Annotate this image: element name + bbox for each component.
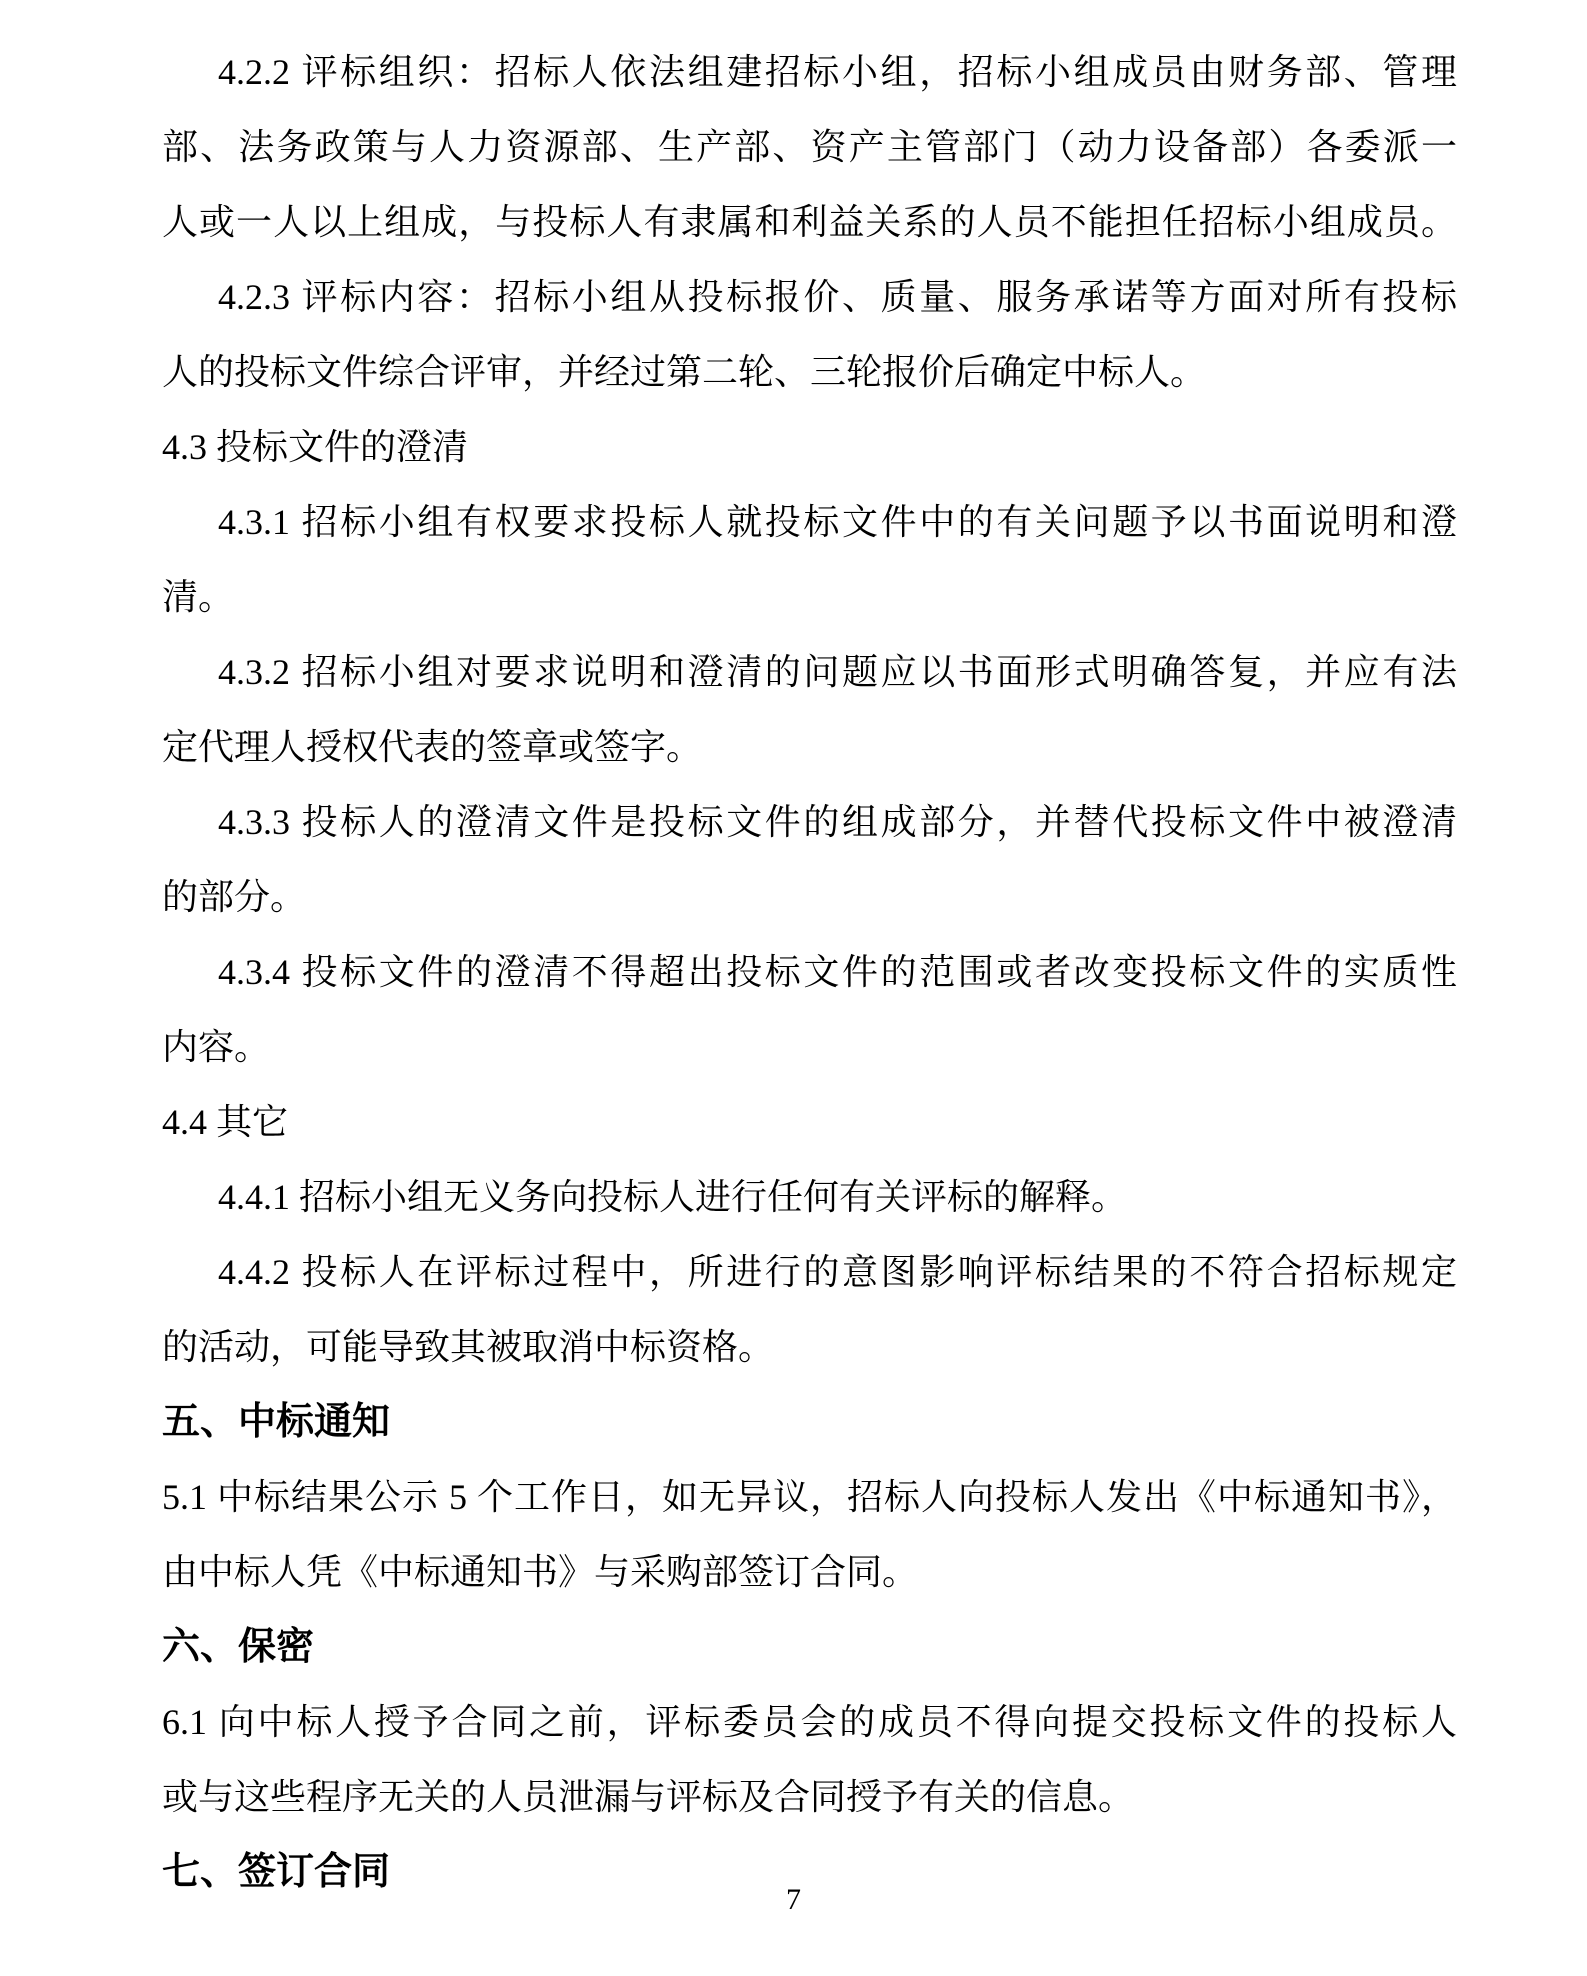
section-heading: 七、签订合同 xyxy=(162,1851,391,1893)
text-line: 5.1 中标结果公示 5 个工作日，如无异议，招标人向投标人发出《中标通知书》， xyxy=(162,1477,1457,1517)
text-line: 4.3.4 投标文件的澄清不得超出投标文件的范围或者改变投标文件的实质性 xyxy=(218,952,1457,992)
text-line: 人或一人以上组成，与投标人有隶属和利益关系的人员不能担任招标小组成员。 xyxy=(162,202,1457,242)
section-heading: 六、保密 xyxy=(162,1626,315,1668)
text-line: 4.3.3 投标人的澄清文件是投标文件的组成部分，并替代投标文件中被澄清 xyxy=(218,802,1457,842)
text-line: 或与这些程序无关的人员泄漏与评标及合同授予有关的信息。 xyxy=(162,1777,1135,1817)
text-line: 由中标人凭《中标通知书》与采购部签订合同。 xyxy=(162,1552,919,1592)
text-line: 清。 xyxy=(162,577,235,617)
text-line: 人的投标文件综合评审，并经过第二轮、三轮报价后确定中标人。 xyxy=(162,352,1207,392)
document-body xyxy=(162,35,1457,1910)
text-line: 4.2.2 评标组织：招标人依法组建招标小组，招标小组成员由财务部、管理 xyxy=(218,52,1457,92)
text-line: 4.2.3 评标内容：招标小组从投标报价、质量、服务承诺等方面对所有投标 xyxy=(218,277,1457,317)
text-line: 部、法务政策与人力资源部、生产部、资产主管部门（动力设备部）各委派一 xyxy=(162,127,1457,167)
text-line: 4.4.1 招标小组无义务向投标人进行任何有关评标的解释。 xyxy=(218,1177,1128,1217)
page-number: 7 xyxy=(786,1883,801,1916)
text-line: 4.3.1 招标小组有权要求投标人就投标文件中的有关问题予以书面说明和澄 xyxy=(218,502,1457,542)
text-line: 的活动，可能导致其被取消中标资格。 xyxy=(162,1327,775,1367)
text-line: 定代理人授权代表的签章或签字。 xyxy=(162,727,703,767)
section-heading: 五、中标通知 xyxy=(162,1401,391,1443)
text-line: 的部分。 xyxy=(162,877,307,917)
text-line: 4.3.2 招标小组对要求说明和澄清的问题应以书面形式明确答复，并应有法 xyxy=(218,652,1457,692)
text-line: 6.1 向中标人授予合同之前，评标委员会的成员不得向提交投标文件的投标人 xyxy=(162,1702,1457,1742)
text-line: 4.3 投标文件的澄清 xyxy=(162,427,469,467)
text-line: 4.4.2 投标人在评标过程中，所进行的意图影响评标结果的不符合招标规定 xyxy=(218,1252,1457,1292)
text-line: 4.4 其它 xyxy=(162,1102,289,1142)
text-line: 内容。 xyxy=(162,1027,271,1067)
